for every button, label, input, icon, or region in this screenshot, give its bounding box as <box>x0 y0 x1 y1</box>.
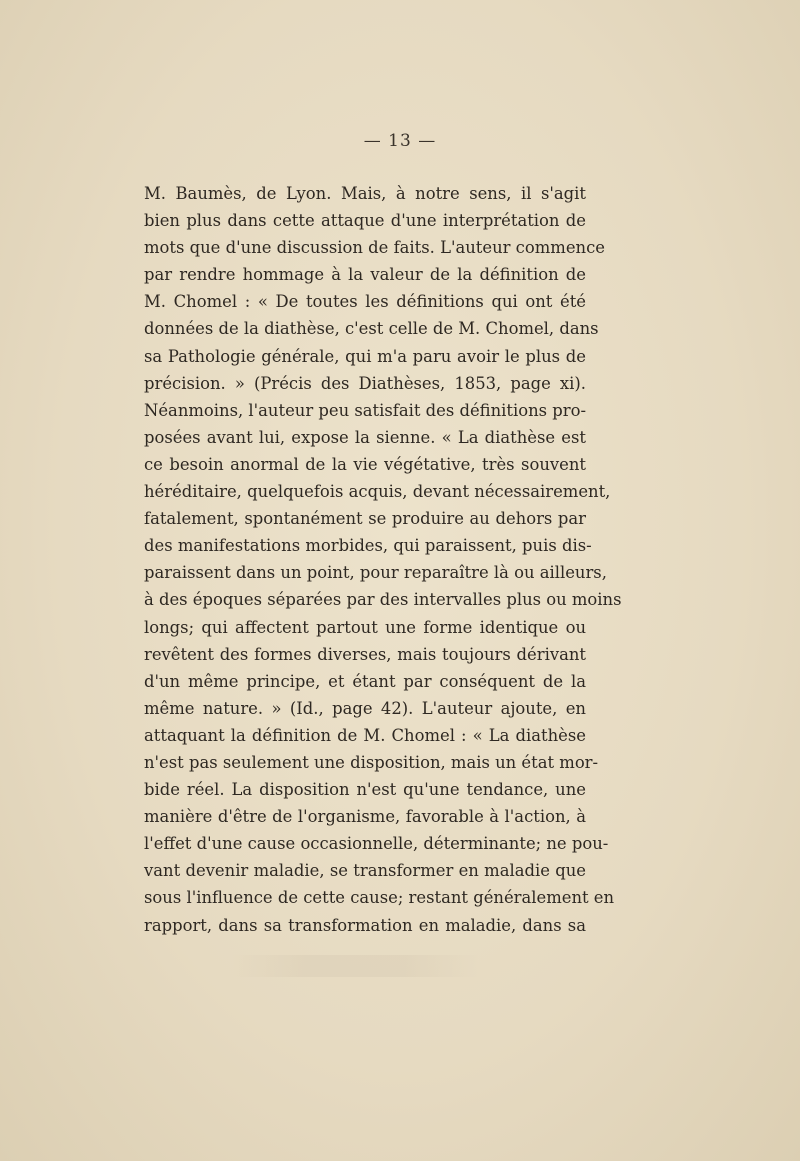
text-line: revêtent des formes diverses, mais toujours dérivant <box>144 644 586 664</box>
text-line: à des époques séparées par des intervalles plus ou moins <box>144 590 622 610</box>
text-line: manière d'être de l'organisme, favorable à l'action, à <box>144 807 586 827</box>
body-text <box>144 180 622 939</box>
text-line: l'effet d'une cause occasionnelle, déterminante; ne pou- <box>144 834 609 854</box>
text-line: attaquant la définition de M. Chomel : « La diathèse <box>144 725 586 745</box>
text-line: données de la diathèse, c'est celle de M. Chomel, dans <box>144 319 599 339</box>
text-line: fatalement, spontanément se produire au dehors par <box>144 509 586 529</box>
text-line: M. Chomel : « De toutes les définitions qui ont été <box>144 292 586 312</box>
text-line: bide réel. La disposition n'est qu'une tendance, une <box>144 780 586 800</box>
text-line: n'est pas seulement une disposition, mais un état mor- <box>144 752 599 772</box>
text-line: M. Baumès, de Lyon. Mais, à notre sens, il s'agit <box>144 184 586 203</box>
page-number: — 13 — <box>363 131 437 151</box>
text-line: mots que d'une discussion de faits. L'auteur commence <box>144 238 605 258</box>
text-line: posées avant lui, expose la sienne. « La diathèse est <box>144 427 586 447</box>
text-line: par rendre hommage à la valeur de la définition de <box>144 265 586 285</box>
text-line: vant devenir maladie, se transformer en maladie que <box>144 861 586 881</box>
text-line: même nature. » (Id., page 42). L'auteur ajoute, en <box>144 698 586 718</box>
text-line: rapport, dans sa transformation en maladie, dans sa <box>144 915 586 935</box>
show-through-bleed <box>230 955 480 977</box>
text-line: Néanmoins, l'auteur peu satisfait des définitions pro- <box>144 400 586 420</box>
text-line: héréditaire, quelquefois acquis, devant nécessairement, <box>144 482 611 502</box>
text-line: bien plus dans cette attaque d'une interprétation de <box>144 211 586 231</box>
text-line: sous l'influence de cette cause; restant généralement en <box>144 888 615 908</box>
text-line: précision. » (Précis des Diathèses, 1853, page xi). <box>144 373 586 393</box>
text-line: d'un même principe, et étant par conséquent de la <box>144 671 586 691</box>
text-line: ce besoin anormal de la vie végétative, très souvent <box>144 454 586 474</box>
text-line: paraissent dans un point, pour reparaître là ou ailleurs, <box>144 563 607 583</box>
text-line: sa Pathologie générale, qui m'a paru avoir le plus de <box>144 346 586 366</box>
text-line: longs; qui affectent partout une forme identique ou <box>144 617 586 637</box>
text-line: des manifestations morbides, qui paraissent, puis dis- <box>144 536 592 556</box>
